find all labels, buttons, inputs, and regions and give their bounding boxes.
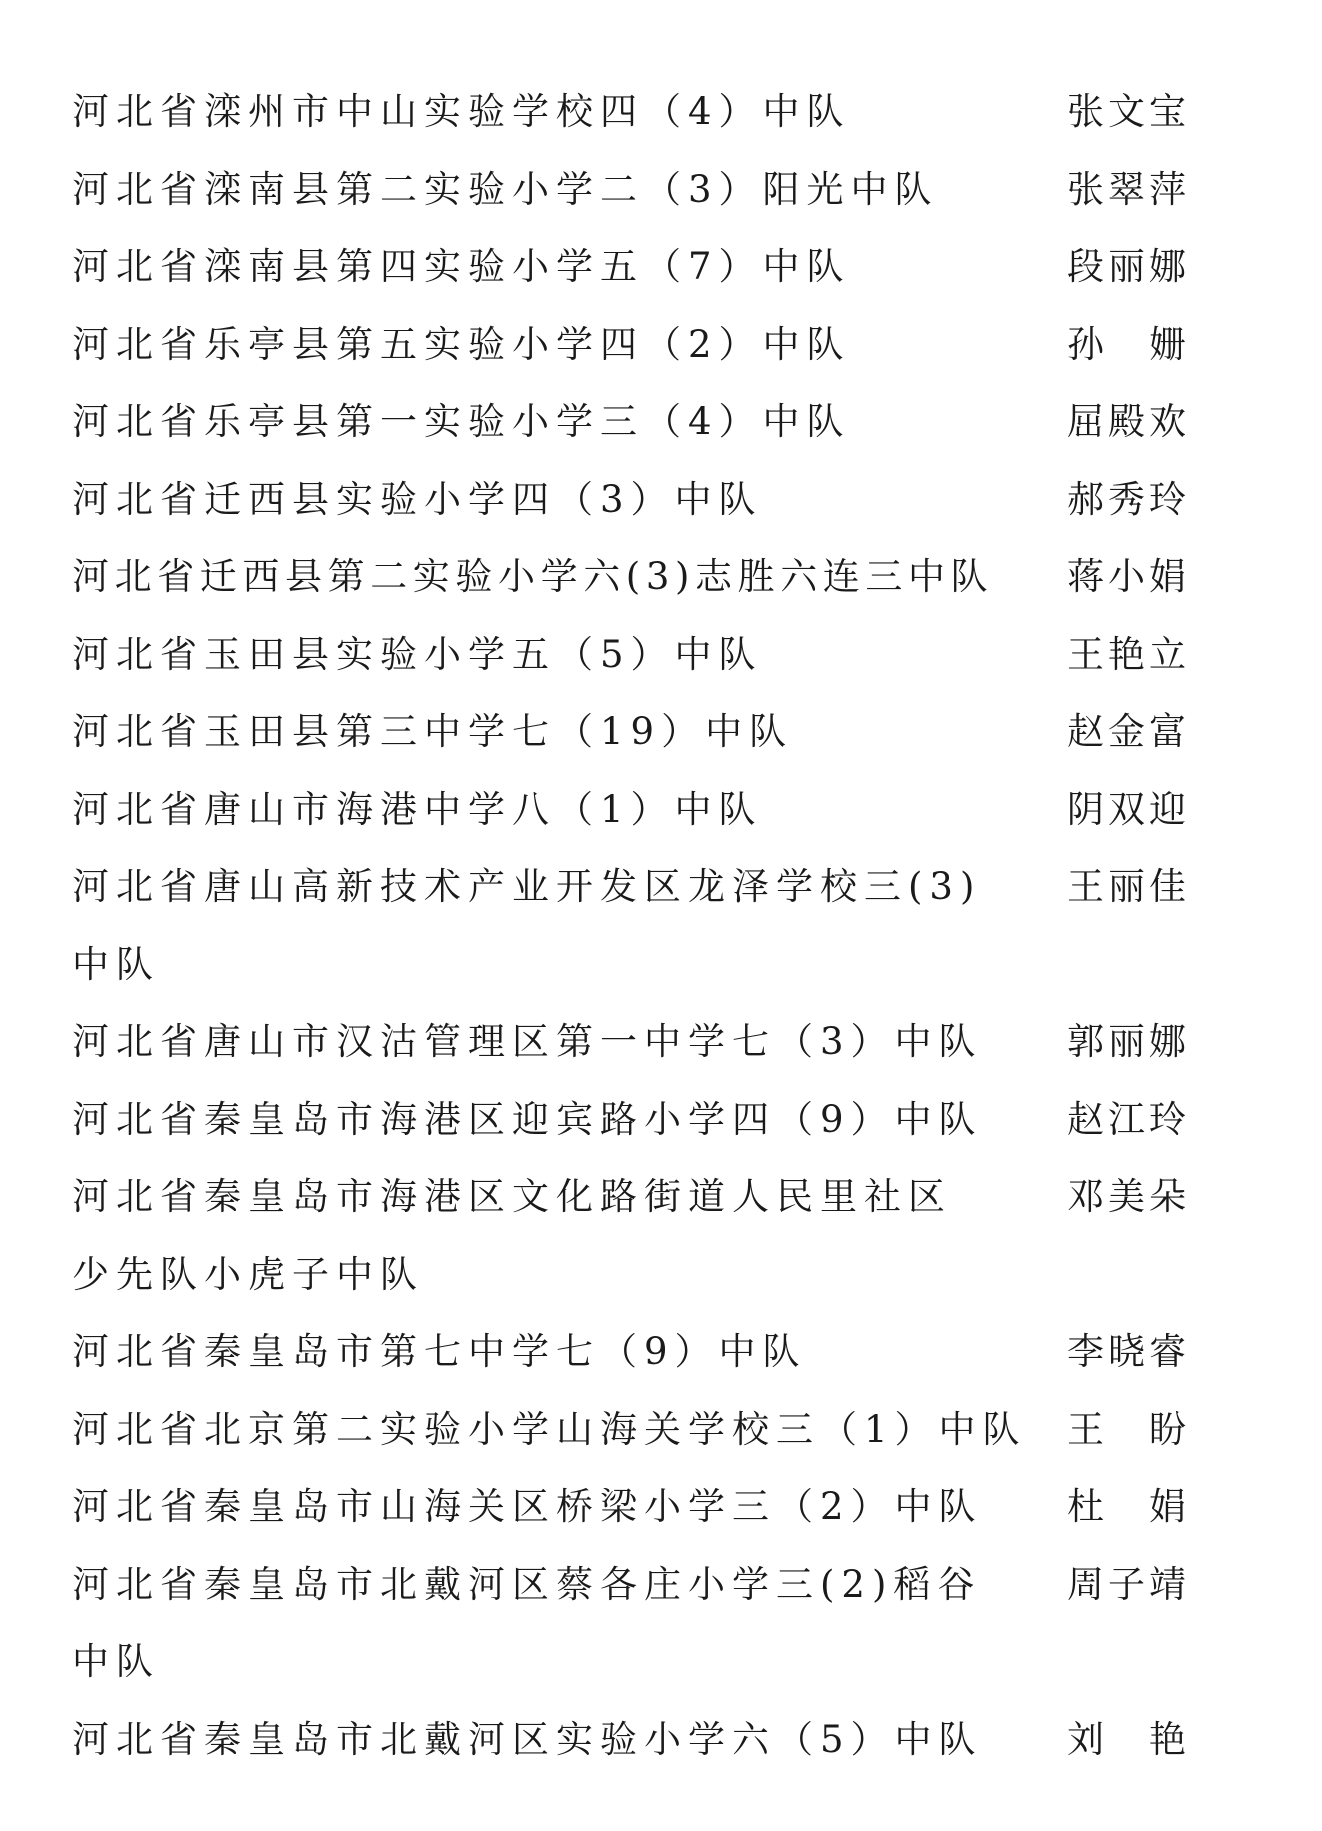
list-item [72,1468,1202,1546]
person-name: 赵金富 [1067,710,1190,753]
list-item [72,1391,1202,1469]
list-item [72,383,1202,461]
list-item [72,1158,1202,1313]
list-item [72,151,1202,229]
organization-name: 河北省唐山高新技术产业开发区龙泽学校三(3)中队 [72,865,982,986]
person-name: 阴双迎 [1067,787,1190,831]
organization-name: 河北省乐亭县第一实验小学三（4）中队 [72,400,851,443]
list-item [72,771,1202,849]
person-name: 蒋小娟 [1067,555,1190,598]
list-item [72,1313,1202,1391]
organization-name: 河北省秦皇岛市北戴河区蔡各庄小学三(2)稻谷中队 [72,1562,982,1683]
person-name: 李晓睿 [1067,1330,1190,1373]
person-name: 孙 姗 [1067,322,1190,366]
organization-name: 河北省滦州市中山实验学校四（4）中队 [72,90,851,133]
person-name: 邓美朵 [1067,1175,1190,1218]
person-name: 张文宝 [1067,90,1190,133]
list-item [72,1546,1202,1701]
person-name: 张翠萍 [1067,167,1190,211]
person-name: 王艳立 [1067,632,1190,676]
honor-list [72,73,1202,1778]
list-item [72,1701,1202,1779]
person-name: 赵江玲 [1067,1097,1190,1141]
list-item [72,538,1202,616]
organization-name: 河北省玉田县实验小学五（5）中队 [72,632,763,676]
person-name: 周子靖 [1067,1562,1190,1606]
list-item [72,461,1202,539]
person-name: 屈殿欢 [1067,400,1190,443]
list-item [72,616,1202,694]
person-name: 郝秀玲 [1067,477,1190,521]
organization-name: 河北省秦皇岛市海港区文化路街道人民里社区少先队小虎子中队 [72,1175,952,1296]
person-name: 王丽佳 [1067,865,1190,908]
person-name: 杜 娟 [1067,1485,1190,1528]
organization-name: 河北省秦皇岛市山海关区桥梁小学三（2）中队 [72,1485,983,1528]
organization-name: 河北省唐山市汉沽管理区第一中学七（3）中队 [72,1020,983,1063]
organization-name: 河北省玉田县第三中学七（19）中队 [72,710,794,753]
organization-name: 河北省迁西县第二实验小学六(3)志胜六连三中队 [72,555,994,598]
person-name: 段丽娜 [1067,245,1190,288]
list-item [72,306,1202,384]
list-item [72,73,1202,151]
list-item [72,228,1202,306]
list-item [72,693,1202,771]
organization-name: 河北省秦皇岛市第七中学七（9）中队 [72,1330,807,1373]
person-name: 王 盼 [1067,1407,1190,1451]
list-item [72,1081,1202,1159]
list-item [72,848,1202,1003]
list-item [72,1003,1202,1081]
person-name: 郭丽娜 [1067,1020,1190,1063]
organization-name: 河北省北京第二实验小学山海关学校三（1）中队 [72,1407,1027,1451]
person-name: 刘 艳 [1067,1717,1190,1761]
organization-name: 河北省秦皇岛市海港区迎宾路小学四（9）中队 [72,1097,983,1141]
organization-name: 河北省唐山市海港中学八（1）中队 [72,787,763,831]
organization-name: 河北省乐亭县第五实验小学四（2）中队 [72,322,851,366]
organization-name: 河北省迁西县实验小学四（3）中队 [72,477,763,521]
organization-name: 河北省秦皇岛市北戴河区实验小学六（5）中队 [72,1717,983,1761]
organization-name: 河北省滦南县第四实验小学五（7）中队 [72,245,851,288]
organization-name: 河北省滦南县第二实验小学二（3）阳光中队 [72,167,939,211]
